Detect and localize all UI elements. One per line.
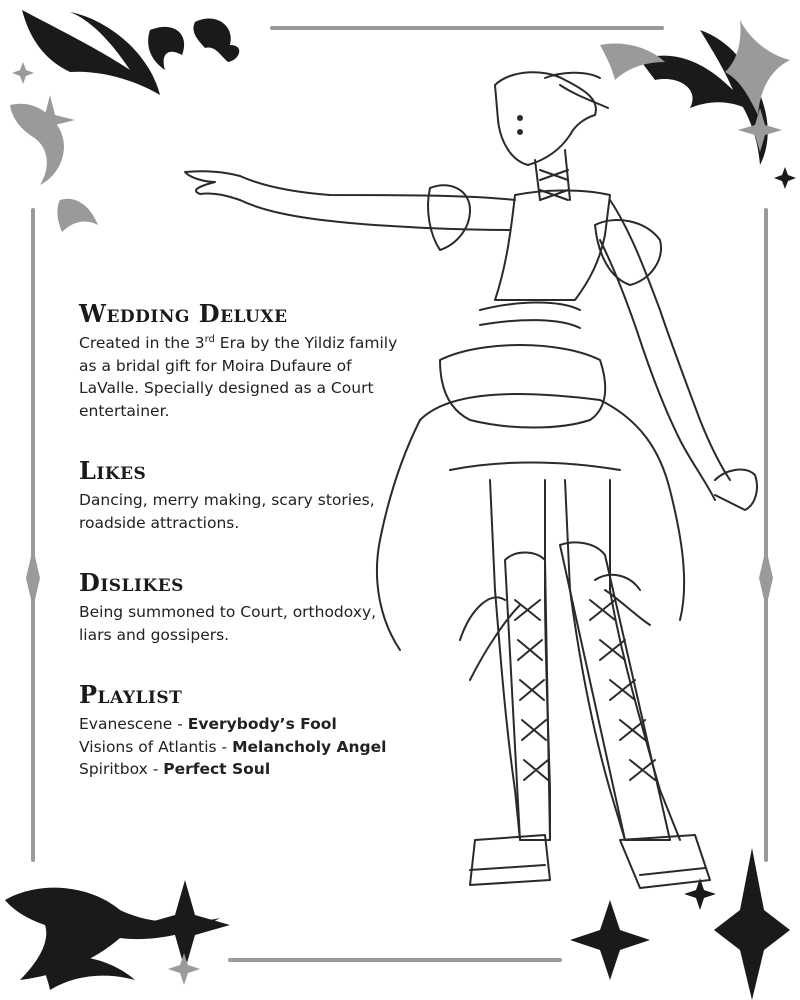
playlist-track: [79, 736, 399, 759]
description-ordinal-suffix: rd: [204, 333, 215, 345]
intro-section: [79, 300, 399, 422]
track-separator: -: [216, 737, 233, 756]
dislikes-section: [79, 569, 399, 646]
character-title: Wedding Deluxe: [79, 299, 288, 328]
ornament-top-left: [10, 10, 239, 232]
playlist-track: [79, 713, 399, 736]
track-separator: -: [147, 760, 164, 778]
dislikes-heading: Dislikes: [79, 568, 184, 597]
character-profile: [79, 300, 399, 816]
likes-text: Dancing, merry making, scary stories, roadside attractions.: [79, 491, 375, 532]
track-song: Perfect Soul: [163, 760, 271, 778]
likes-heading: Likes: [79, 456, 147, 485]
track-artist: Visions of Atlantis: [79, 737, 217, 756]
description-part-2: Era by the Yildiz family as a bridal gift for Moira Dufaure of LaValle. Specially designed as a Court entertainer.: [79, 334, 398, 420]
playlist-section: [79, 681, 399, 781]
track-song: Everybody’s Fool: [187, 715, 337, 733]
description-part-1: Created in the 3: [79, 334, 205, 352]
likes-section: [79, 457, 399, 534]
character-description: [79, 332, 399, 422]
dislikes-text: Being summoned to Court, orthodoxy, liars and gossipers.: [79, 603, 377, 644]
track-song: Melancholy Angel: [232, 737, 387, 756]
playlist-heading: Playlist: [79, 680, 183, 709]
ornament-top-right: [600, 20, 796, 189]
track-artist: Evanescene: [79, 715, 173, 733]
track-artist: Spiritbox: [79, 760, 148, 778]
track-separator: -: [172, 715, 188, 733]
playlist-list: [79, 713, 399, 781]
ornament-bottom-left: [5, 880, 230, 990]
playlist-track: [79, 758, 399, 781]
